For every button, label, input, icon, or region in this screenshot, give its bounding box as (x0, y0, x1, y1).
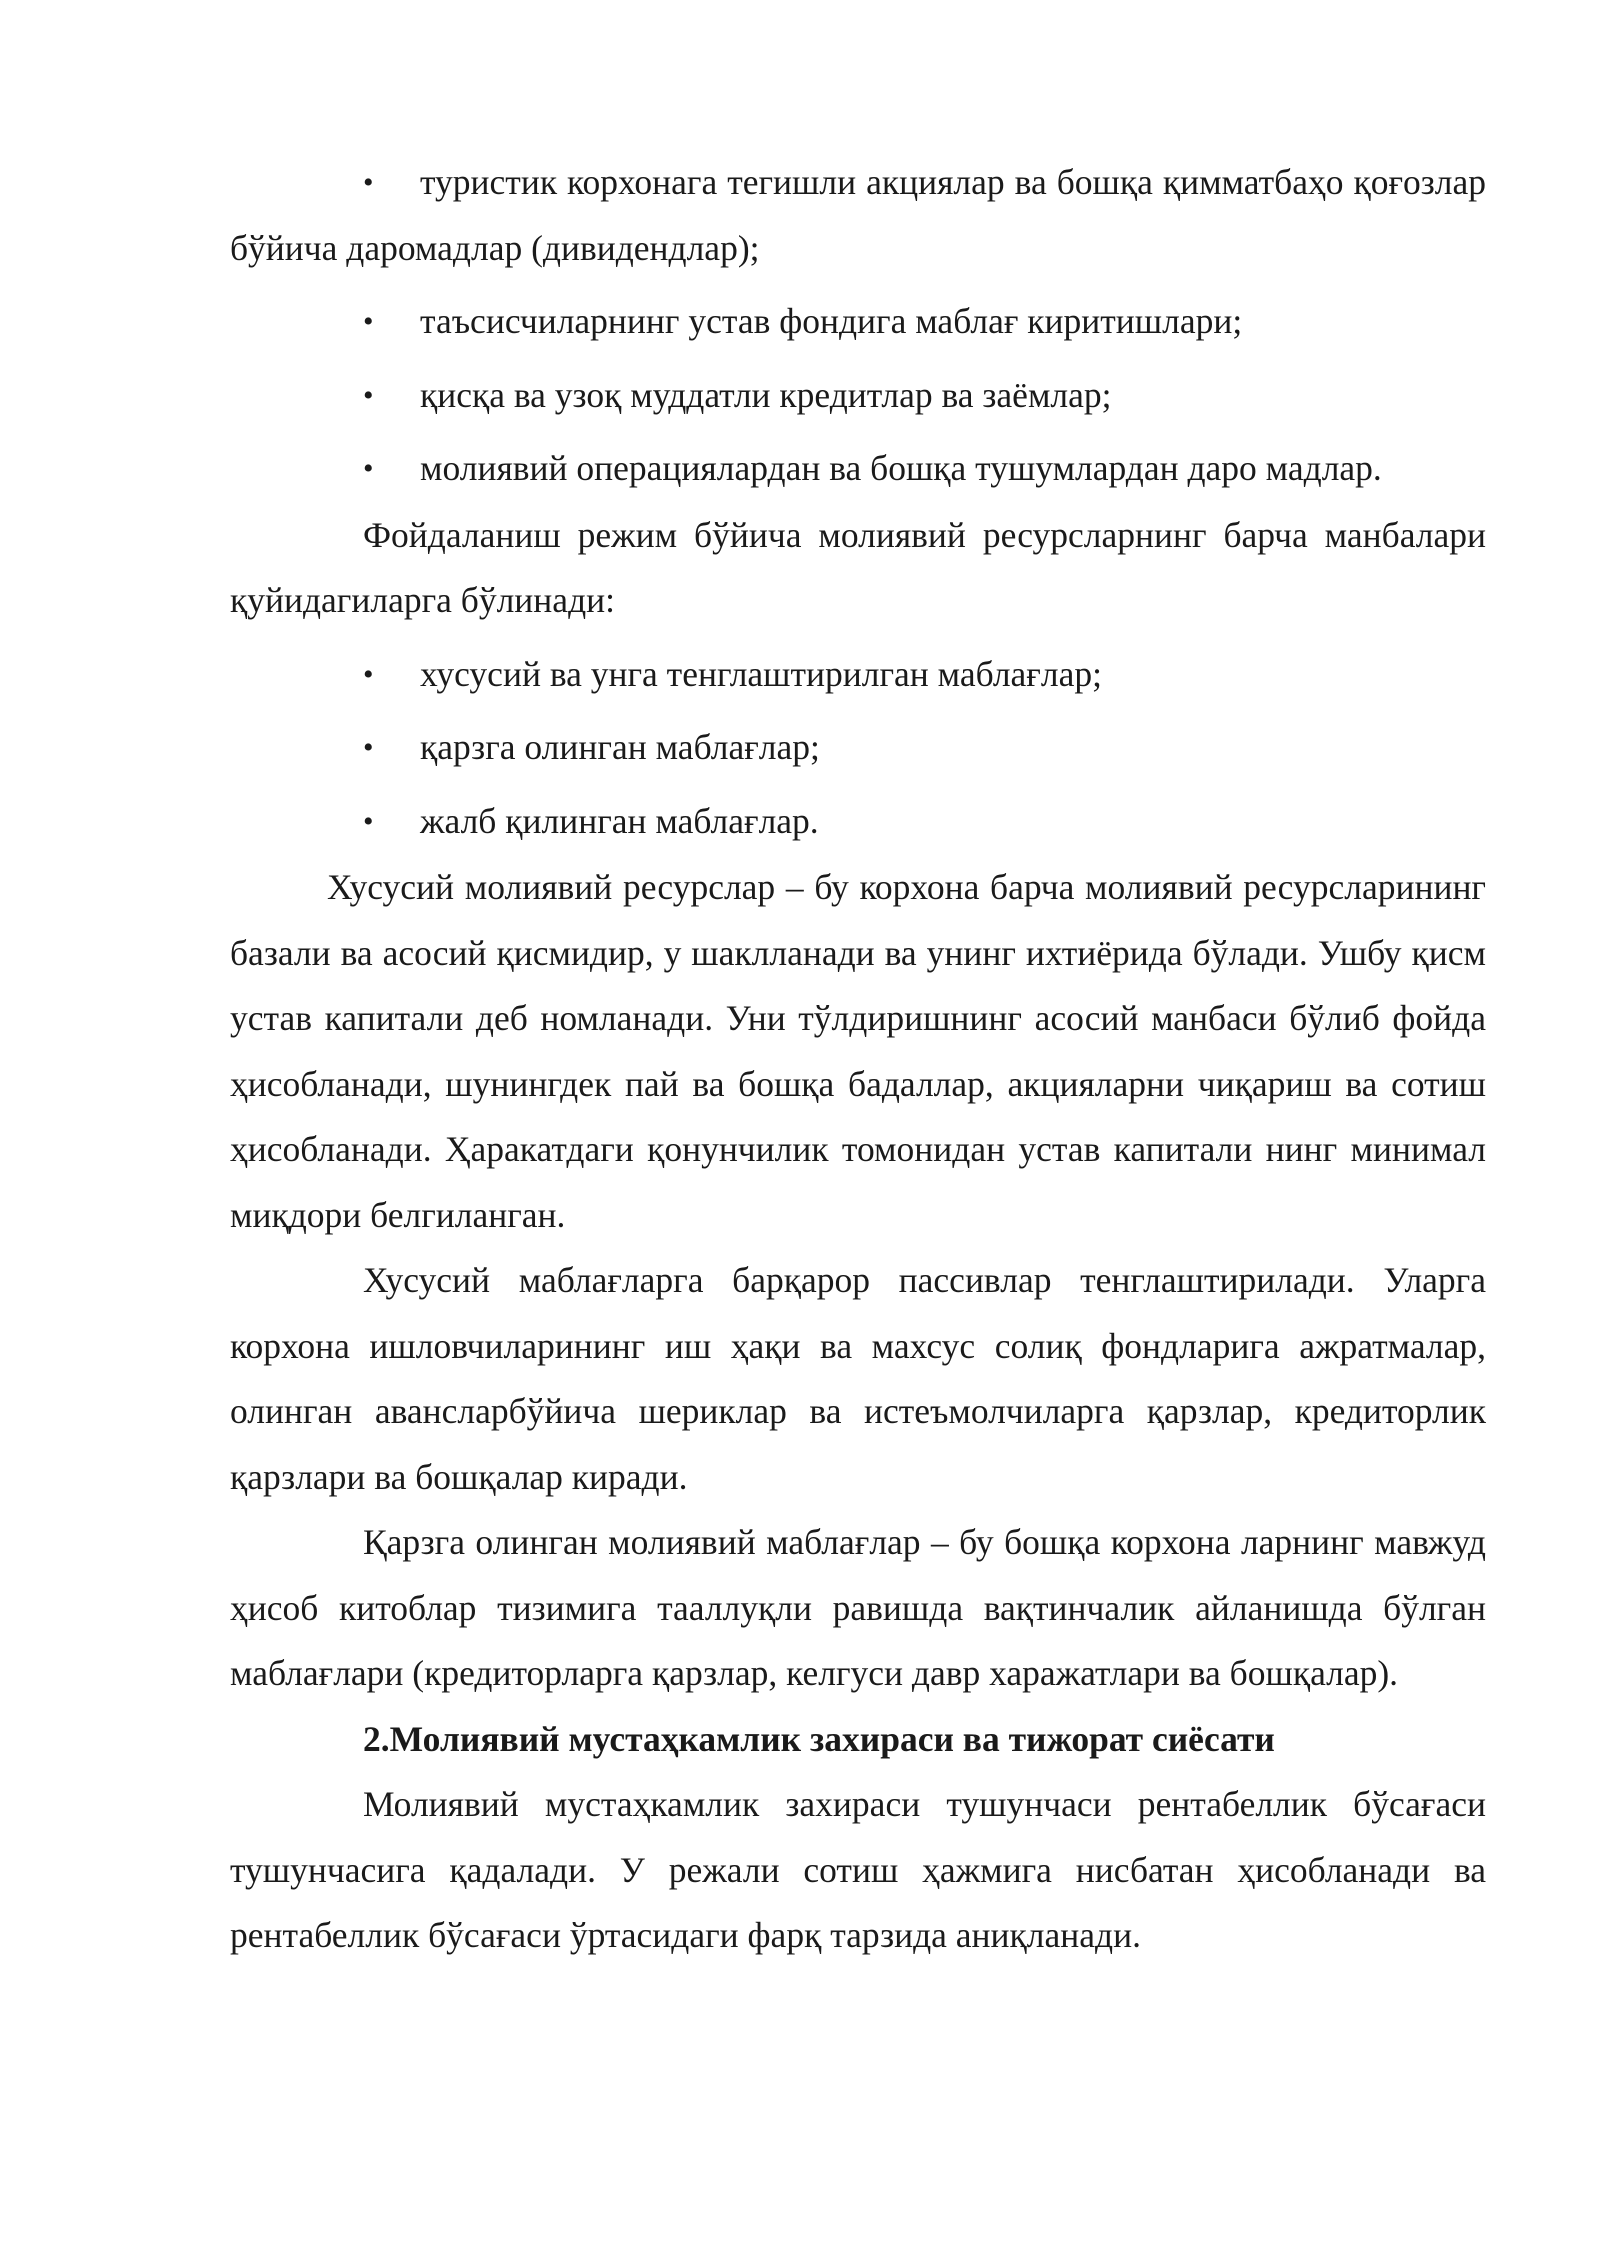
bullet-icon: • (363, 657, 374, 691)
list-item (230, 150, 1486, 281)
paragraph-equated-liabilities: Хусусий маблағларга барқарор пассивлар тенглаштирилади. Уларга корхона ишловчиларининг иш ҳақи ва махсус солиқ фондларига ажратмалар, олинган авансларбўйича шериклар ва истеъмолчиларга қарзлар, кредиторлик қарзлари ва бошқалар киради. (230, 1260, 1486, 1497)
list-item (230, 363, 1486, 429)
bullet-icon: • (363, 166, 374, 199)
list-item (230, 289, 1486, 355)
bullet-icon: • (363, 305, 374, 338)
list-item (230, 715, 1486, 781)
list-item-text: туристик корхонага тегишли акциялар ва бошқа қимматбаҳо қоғозлар бўйича даромадлар (дивидендлар); (230, 162, 1486, 268)
list-item (230, 789, 1486, 855)
list-item-text: хусусий ва унга тенглаштирилган маблағлар; (420, 653, 1102, 694)
paragraph-stability-reserve: Молиявий мустаҳкамлик захираси тушунчаси рентабеллик бўсағаси тушунчасига қадалади. У режали сотиш ҳажмига нисбатан ҳисобланади ва рентабеллик бўсағаси ўртасидаги фарқ тарзида аниқланади. (230, 1784, 1486, 1955)
bullet-icon: • (363, 804, 374, 838)
section-heading: 2.Молиявий мустаҳкамлик захираси ва тижорат сиёсати (363, 1718, 1275, 1759)
list-item (230, 642, 1486, 708)
list-item-text: қарзга олинган маблағлар; (420, 727, 820, 767)
list-item (230, 436, 1486, 502)
bullet-icon: • (363, 452, 374, 485)
paragraph-usage: Фойдаланиш режим бўйича молиявий ресурсларнинг барча манбалари қуйидагиларга бўлинади: (230, 514, 1486, 620)
bullet-icon: • (363, 731, 374, 764)
bullet-icon: • (363, 378, 374, 412)
list-item-text: жалб қилинган маблағлар. (420, 800, 819, 841)
paragraph-private-resources: Хусусий молиявий ресурслар – бу корхона барча молиявий ресурсларининг базали ва асосий қисмидир, у шаклланади ва унинг ихтиёрида бўлади. Ушбу қисм устав капитали деб номланади. Уни тўлдиришнинг асосий манбаси бўлиб фойда ҳисобланади, шунингдек пай ва бошқа бадаллар, акцияларни чиқариш ва сотиш ҳисобланади. Ҳаракатдаги қонунчилик томонидан устав капитали нинг минимал миқдори белгиланган. (230, 867, 1486, 1235)
list-item-text: молиявий операциялардан ва бошқа тушумлардан даро мадлар. (420, 448, 1382, 488)
list-item-text: қисқа ва узоқ муддатли кредитлар ва заёмлар; (420, 374, 1112, 415)
paragraph-borrowed-funds: Қарзга олинган молиявий маблағлар – бу бошқа корхона ларнинг мавжуд ҳисоб китоблар тизимига тааллуқли равишда вақтинчалик айланишда бўлган маблағлари (кредиторларга қарзлар, келгуси давр харажатлари ва бошқалар). (230, 1522, 1486, 1693)
document-page (230, 150, 1486, 1969)
list-item-text: таъсисчиларнинг устав фондига маблағ киритишлари; (420, 301, 1243, 341)
